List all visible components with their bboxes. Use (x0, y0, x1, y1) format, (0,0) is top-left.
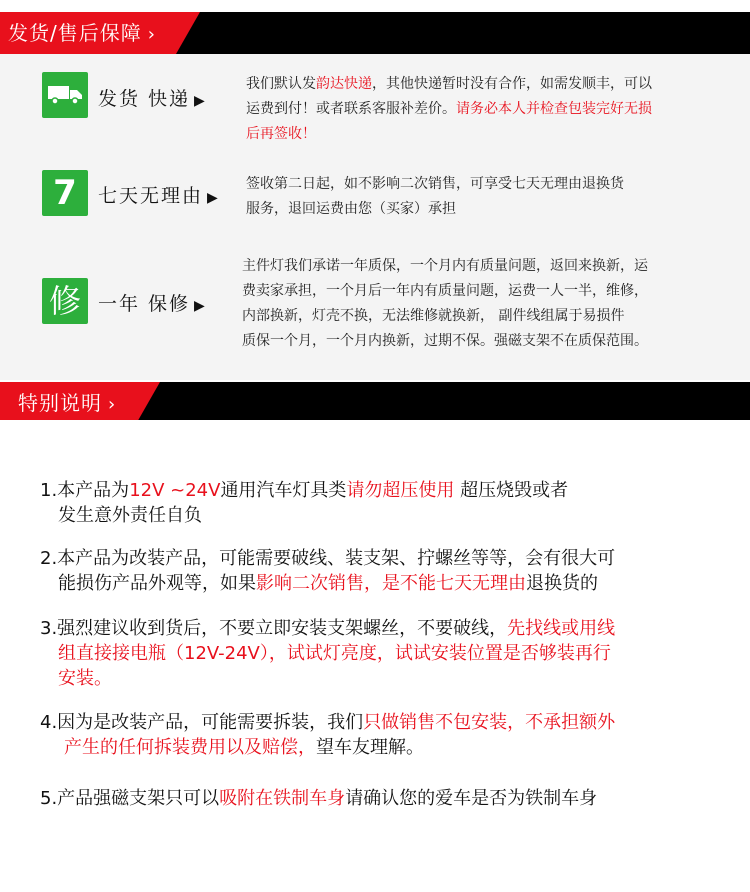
section-banner-guarantee (0, 12, 750, 54)
play-arrow-icon: ▶ (194, 298, 205, 314)
returns-text: 签收第二日起，如不影响二次销售，可享受七天无理由退换货 服务，退回运费由您（买家）承担 (246, 176, 624, 217)
shipping-title: 发货 快递 ▶ (98, 88, 205, 110)
chevron-right-icon: › (108, 394, 117, 415)
returns-title: 七天无理由 ▶ (98, 185, 218, 207)
section-title: 发货/售后保障 › (8, 21, 156, 45)
section-title: 特别说明 › (18, 391, 117, 415)
section-banner-notes (0, 382, 750, 424)
note-1: 1.本产品为12V ~24V通用汽车灯具类请勿超压使用 超压烧毁或者 发生意外责任自负 (40, 480, 569, 526)
repair-icon: 修 (42, 278, 88, 324)
note-5: 5.产品强磁支架只可以吸附在铁制车身请确认您的爱车是否为铁制车身 (40, 788, 598, 809)
warranty-title: 一年 保修 ▶ (98, 293, 205, 315)
warranty-text: 主件灯我们承诺一年质保，一个月内有质量问题，返回来换新，运 费卖家承担，一个月后一年内有质量问题，运费一人一半，维修， 内部换新，灯壳不换，无法维修就换新， 副件线组属于易损件 质保一个月，一个月内换新，过期不保。强磁支架不在质保范围。 (242, 258, 648, 349)
seven-day-icon: 7 (42, 170, 88, 216)
truck-icon (42, 72, 88, 118)
notes-panel (0, 420, 750, 892)
note-4: 4.因为是改装产品，可能需要拆装，我们只做销售不包安装，不承担额外 产生的任何拆装费用以及赔偿，望车友理解。 (40, 712, 616, 758)
guarantee-panel (0, 54, 750, 380)
play-arrow-icon: ▶ (207, 190, 218, 206)
play-arrow-icon: ▶ (194, 93, 205, 109)
note-3: 3.强烈建议收到货后，不要立即安装支架螺丝，不要破线，先找线或用线 组直接接电瓶（12V-24V），试试灯亮度，试试安装位置是否够装再行 安装。 (40, 618, 616, 689)
shipping-text: 我们默认发韵达快递，其他快递暂时没有合作，如需发顺丰，可以 运费到付！或者联系客服补差价。请务必本人并检查包装完好无损 后再签收！ (246, 76, 652, 142)
note-2: 2.本产品为改装产品，可能需要破线、装支架、拧螺丝等等，会有很大可 能损伤产品外观等，如果影响二次销售，是不能七天无理由退换货的 (40, 548, 616, 594)
chevron-right-icon: › (147, 24, 156, 45)
